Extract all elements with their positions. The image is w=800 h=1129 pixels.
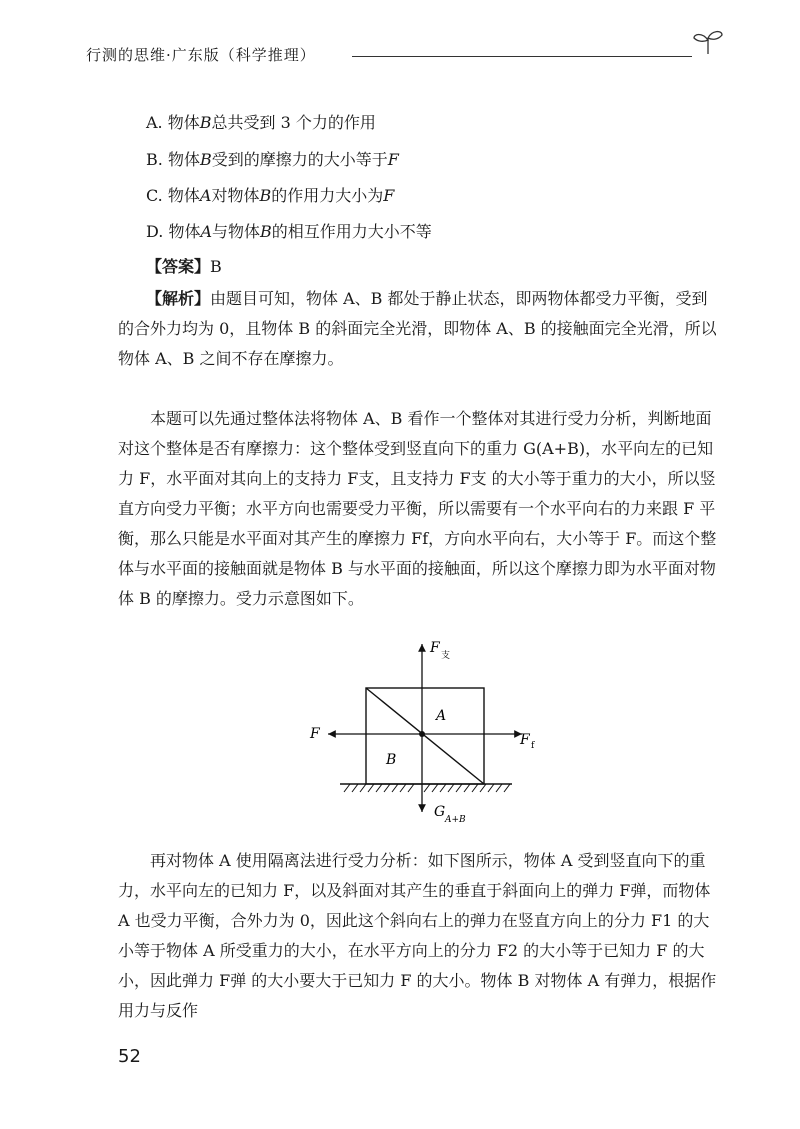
- force-diagram: [300, 634, 540, 834]
- center-point: [419, 731, 425, 737]
- label-friction-force: F: [520, 732, 530, 748]
- page-number: 52: [118, 1046, 141, 1067]
- label-block-a: A: [436, 708, 447, 724]
- analysis-tag: 【解析】: [146, 289, 211, 308]
- label-support-sub: 支: [441, 651, 451, 661]
- label-block-b: B: [386, 752, 397, 768]
- option-a: A. 物体B总共受到 3 个力的作用: [146, 113, 376, 132]
- analysis-paragraph-2: 本题可以先通过整体法将物体 A、B 看作一个整体对其进行受力分析，判断地面对这个整体是否有摩擦力：这个整体受到竖直向下的重力 G(A+B)，水平向左的已知力 F，水平面对其向上的支持力 F支，且支持力 F支 的大小等于重力的大小，所以竖直方向受力平衡；水平方向也需要受力平衡，所以需要有一个水平向右的力来跟 F 平衡，那么只能是水平面对其产生的摩擦力 Ff，方向水平向右，大小等于 F。而这个整体与水平面的接触面就是物体 B 与水平面的接触面，所以这个摩擦力即为水平面对物体 B 的摩擦力。受力示意图如下。: [118, 409, 717, 608]
- ground-hatching: [344, 784, 510, 792]
- header-rule: [352, 56, 692, 57]
- answer-line: 【答案】B: [146, 257, 222, 276]
- option-d: D. 物体A与物体B的相互作用力大小不等: [146, 222, 432, 241]
- label-friction-sub: f: [531, 741, 535, 751]
- option-c: C. 物体A对物体B的作用力大小为F: [146, 186, 395, 205]
- label-applied-force: F: [310, 726, 320, 742]
- option-b: B. 物体B受到的摩擦力的大小等于F: [146, 150, 399, 169]
- label-gravity-sub: A+B: [445, 815, 466, 825]
- analysis-paragraph-1: 【解析】由题目可知，物体 A、B 都处于静止状态，即两物体都受力平衡，受到的合外力均为 0，且物体 B 的斜面完全光滑，即物体 A、B 的接触面完全光滑，所以物体 A、B 之间不存在摩擦力。: [118, 289, 717, 368]
- label-support-force: F: [430, 640, 440, 656]
- analysis-paragraph-3: 再对物体 A 使用隔离法进行受力分析：如下图所示，物体 A 受到竖直向下的重力，水平向左的已知力 F，以及斜面对其产生的垂直于斜面向上的弹力 F弹，而物体 A 也受力平衡，合外力为 0，因此这个斜向右上的弹力在竖直方向上的分力 F1 的大小等于物体 A 所受重力的大小，在水平方向上的分力 F2 的大小等于已知力 F 的大小，因此弹力 F弹 的大小要大于已知力 F 的大小。物体 B 对物体 A 有弹力，根据作用力与反作: [118, 851, 717, 1020]
- sprout-icon: [690, 28, 726, 56]
- label-gravity: G: [434, 804, 446, 820]
- incline-diagonal: [366, 688, 484, 784]
- running-header: 行测的思维·广东版（科学推理）: [86, 46, 316, 64]
